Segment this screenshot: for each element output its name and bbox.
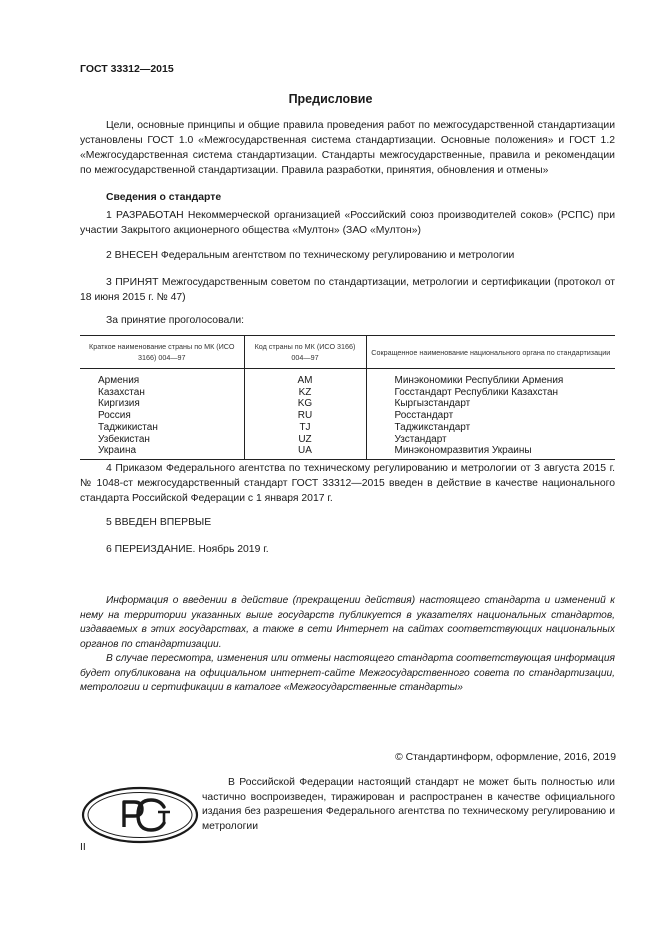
vote-label: За принятие проголосовали:	[106, 315, 245, 326]
item-3-paragraph: 3 ПРИНЯТ Межгосударственным советом по стандартизации, метрологии и сертификации (протокол от 18 июня 2015 г. № 47)	[80, 277, 615, 303]
table-row	[80, 398, 615, 410]
table-row	[80, 410, 615, 422]
country-cell: Россия	[98, 410, 131, 422]
code-cell: KG	[244, 398, 366, 410]
intro-paragraph: Цели, основные принципы и общие правила проведения работ по межгосударственной стандартизации установлены ГОСТ 1.0 «Межгосударственная система стандартизации. Основные положения» и ГОСТ 1.2 «Межгосударственная система стандартизации. Стандарты межгосударственные, правила и рекомендации по межгосударственной стандартизации. Правила разработки, принятия, обновления и отмены»	[80, 120, 615, 176]
rst-certification-logo-icon	[80, 785, 200, 845]
country-cell: Киргизия	[98, 398, 140, 410]
document-code: ГОСТ 33312—2015	[80, 63, 174, 75]
country-cell: Армения	[98, 375, 140, 386]
country-cell: Казахстан	[98, 386, 145, 398]
copyright-line: © Стандартинформ, оформление, 2016, 2019	[395, 752, 616, 763]
table-row	[80, 387, 615, 399]
code-cell: KZ	[244, 387, 366, 399]
item-4-paragraph: 4 Приказом Федерального агентства по техническому регулированию и метрологии от 3 августа 2015 г. № 1048-ст межгосударственный стандарт ГОСТ 33312—2015 введен в действие в качестве национального стандарта Российской Федерации с 1 января 2017 г.	[80, 463, 615, 504]
code-cell: TJ	[244, 422, 366, 434]
country-cell: Узбекистан	[98, 433, 150, 445]
item-6-paragraph: 6 ПЕРЕИЗДАНИЕ. Ноябрь 2019 г.	[106, 544, 269, 555]
page-number: II	[80, 842, 86, 853]
agency-cell: Росстандарт	[366, 410, 615, 422]
table-header-row	[80, 336, 615, 369]
table-row	[80, 445, 615, 459]
column-header-code: Код страны по МК (ИСО 3166) 004—97	[244, 336, 366, 369]
page-title: Предисловие	[288, 92, 373, 106]
info-note-paragraph: Информация о введении в действие (прекращении действия) настоящего стандарта и изменений к нему на территории указанных выше государств публикуется в указателях национальных стандартов, издаваемых в этих государствах, а также в сети Интернет на сайтах соответствующих национальных органов по стандартизации.	[80, 595, 615, 650]
agency-cell: Кыргызстандарт	[366, 398, 615, 410]
section-subheading: Сведения о стандарте	[106, 192, 222, 203]
country-cell: Украина	[80, 445, 244, 459]
agency-cell: Минэкономразвития Украины	[366, 445, 615, 459]
code-cell: UZ	[244, 434, 366, 446]
agency-cell: Минэкономики Республики Армения	[366, 369, 615, 387]
item-1-paragraph: 1 РАЗРАБОТАН Некоммерческой организацией «Российский союз производителей соков» (РСПС) при участии Закрытого акционерного общества «Мултон» (ЗАО «Мултон»)	[80, 210, 615, 236]
revision-note-paragraph: В случае пересмотра, изменения или отмены настоящего стандарта соответствующая информация будет опубликована на официальном интернет-сайте Межгосударственного совета по стандартизации, метрологии и сертификации в каталоге «Межгосударственные стандарты»	[80, 653, 615, 693]
item-2-paragraph: 2 ВНЕСЕН Федеральным агентством по техническому регулированию и метрологии	[106, 250, 515, 261]
voting-countries-table	[80, 335, 615, 460]
agency-cell: Узстандарт	[366, 434, 615, 446]
column-header-agency: Сокращенное наименование национального органа по стандартизации	[366, 336, 615, 369]
column-header-country: Краткое наименование страны по МК (ИСО 3166) 004—97	[80, 336, 244, 369]
country-cell: Таджикистан	[98, 421, 158, 433]
agency-cell: Госстандарт Республики Казахстан	[366, 387, 615, 399]
code-cell: RU	[244, 410, 366, 422]
code-cell: AM	[244, 369, 366, 387]
table-row	[80, 422, 615, 434]
agency-cell: Таджикстандарт	[366, 422, 615, 434]
table-row	[80, 369, 615, 387]
code-cell: UA	[244, 445, 366, 459]
table-row	[80, 434, 615, 446]
item-5-paragraph: 5 ВВЕДЕН ВПЕРВЫЕ	[106, 517, 212, 528]
reproduction-notice: В Российской Федерации настоящий стандарт не может быть полностью или частично воспроизведен, тиражирован и распространен в качестве официального издания без разрешения Федерального агентства по техническому регулированию и метрологии	[202, 777, 615, 832]
